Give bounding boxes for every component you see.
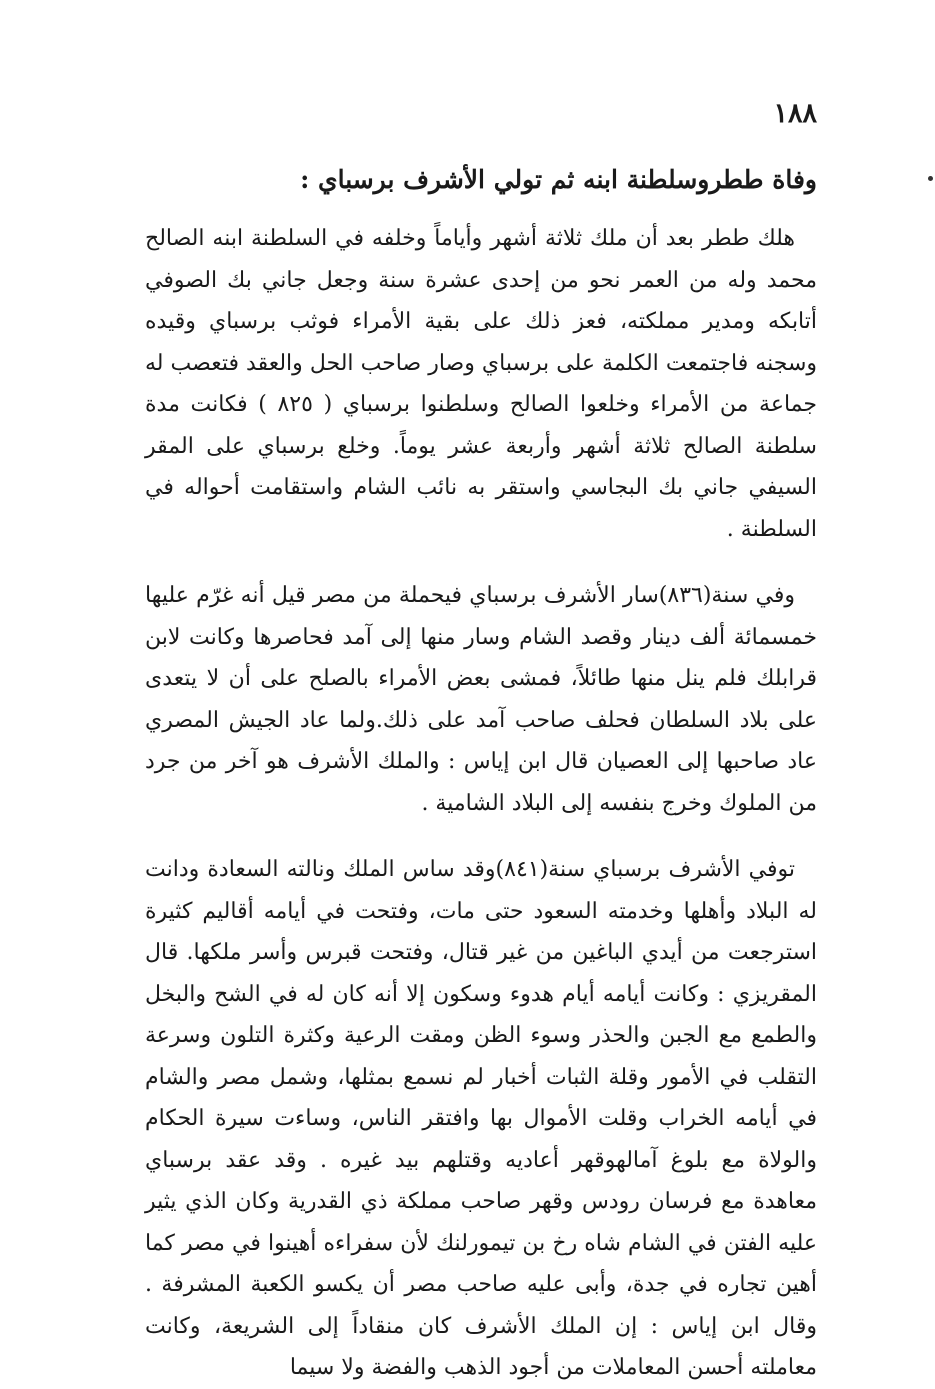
margin-dot [928,176,933,181]
paragraph-amid-campaign: وفي سنة(٨٣٦)سار الأشرف برسباي فيحملة من مصر قيل أنه غرّم عليها خمسمائة ألف دينار وقصد الشام وسار منها إلى آمد فحاصرها وكانت لابن قرابلك فلم ينل منها طائلاً، فمشى بعض الأمراء بالصلح على أن لا يتعدى على بلاد السلطان فحلف صاحب آمد على ذلك.ولما عاد الجيش المصري عاد صاحبها إلى العصيان قال ابن إياس : والملك الأشرف هو آخر من جرد من الملوك وخرج بنفسه إلى البلاد الشامية . [145,583,817,816]
body-text [145,218,817,1389]
page-number: ١٨٨ [773,98,817,129]
paragraph-tatar-death: هلك ططر بعد أن ملك ثلاثة أشهر وأياماً وخلفه في السلطنة ابنه الصالح محمد وله من العمر نحو من إحدى عشرة سنة وجعل جاني بك الصوفي أتابكه ومدير مملكته، فعز ذلك على بقية الأمراء فوثب برسباي وقيده وسجنه فاجتمعت الكلمة على برسباي وصار صاحب الحل والعقد فتعصب له جماعة من الأمراء وخلعوا الصالح وسلطنوا برسباي ( ٨٢٥ ) فكانت مدة سلطنة الصالح ثلاثة أشهر وأربعة عشر يوماً. وخلع برسباي على المقر السيفي جاني بك البجاسي واستقر به نائب الشام واستقامت أحواله في السلطنة . [145,226,818,542]
paragraph-barsbay-death: توفي الأشرف برسباي سنة(٨٤١)وقد ساس الملك ونالته السعادة ودانت له البلاد وأهلها وخدمته السعود حتى مات، وفتحت في أيامه أقاليم كثيرة استرجعت من أيدي الباغين من غير قتال، وفتحت قبرس وأسر ملكها. قال المقريزي : وكانت أيامه أيام هدوء وسكون إلا أنه كان له في الشح والبخل والطمع مع الجبن والحذر وسوء الظن ومقت الرعية وكثرة التلون وسرعة التقلب في الأمور وقلة الثبات أخبار لم نسمع بمثلها، وشمل مصر والشام في أيامه الخراب وقلت الأموال بها وافتقر الناس، وساءت سيرة الحكام والولاة مع بلوغ آمالهوقهر أعاديه وقتلهم بيد غيره . وقد عقد برسباي معاهدة مع فرسان رودس وقهر صاحب مملكة ذي القدرية وكان الذي يثير عليه الفتن في الشام شاه رخ بن تيمورلنك لأن سفراءه أهينوا في مصر كما أهين تجاره في جدة، وأبى عليه صاحب مصر أن يكسو الكعبة المشرفة . وقال ابن إياس : إن الملك الأشرف كان منقاداً إلى الشريعة، وكانت معاملته أحسن المعاملات من أجود الذهب والفضة ولا سيما [145,857,817,1380]
section-heading: وفاة ططروسلطنة ابنه ثم تولي الأشرف برسباي : [300,165,817,194]
